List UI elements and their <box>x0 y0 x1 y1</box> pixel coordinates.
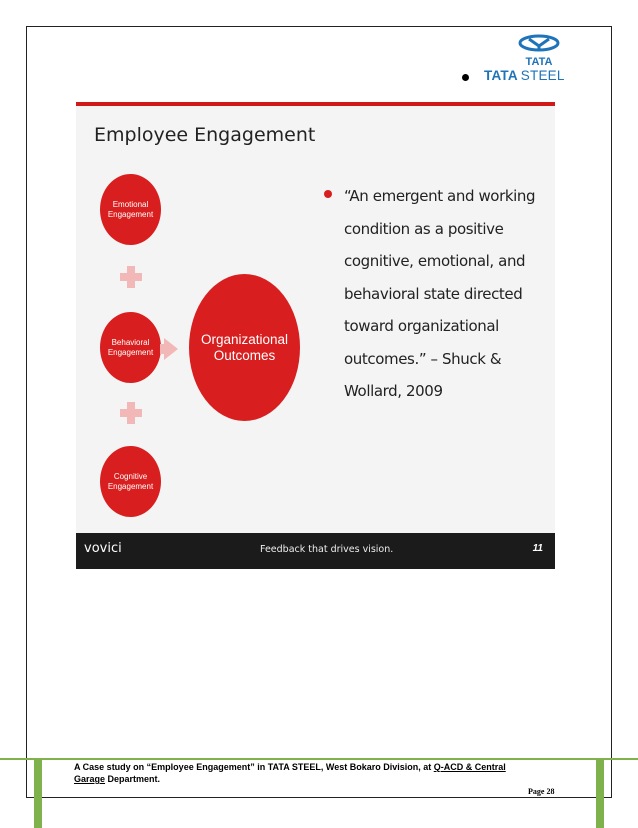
cognitive-engagement-circle <box>100 446 161 517</box>
case-study-prefix: A Case study on “Employee Engagement” in TATA STEEL, West Bokaro Division, at <box>74 762 434 772</box>
footer-right-bar <box>596 758 604 828</box>
logo-tata: TATA <box>484 68 518 83</box>
tata-emblem-icon <box>484 34 592 68</box>
definition-quote: “An emergent and working condition as a positive cognitive, emotional, and behavioral state directed toward organizational outcomes.” – Shuck & Wollard, 2009 <box>344 187 536 400</box>
logo-tata-top: TATA <box>525 56 553 68</box>
behavioral-engagement-label: Behavioral Engagement <box>107 337 154 357</box>
logo-steel: STEEL <box>520 68 565 83</box>
plus-icon <box>120 266 142 288</box>
behavioral-engagement-circle <box>100 312 161 383</box>
case-study-link-2: Garage <box>74 774 106 784</box>
tata-steel-logo <box>484 34 592 84</box>
header-bullet <box>462 74 469 81</box>
case-study-link-1: Q-ACD & Central <box>433 762 506 772</box>
plus-icon <box>120 402 142 424</box>
slide-title: Employee Engagement <box>94 124 316 146</box>
slide-footer-bar <box>76 533 555 569</box>
emotional-engagement-label: Emotional Engagement <box>107 199 154 219</box>
logo-wordmark <box>484 68 565 83</box>
footer-left-bar <box>34 758 42 828</box>
emotional-engagement-circle <box>100 174 161 245</box>
arrow-right-icon <box>164 338 178 360</box>
slide-image <box>76 102 555 569</box>
case-study-suffix: Department. <box>105 774 161 784</box>
slide-number: 11 <box>532 543 543 554</box>
page-number: Page 28 <box>528 787 555 796</box>
vovici-logo: vovici <box>84 541 122 556</box>
organizational-outcomes-label: Organizational Outcomes <box>200 331 289 363</box>
quote-bullet <box>324 190 332 198</box>
footer-rule <box>0 758 638 760</box>
organizational-outcomes-circle <box>189 274 300 421</box>
cognitive-engagement-label: Cognitive Engagement <box>107 471 154 491</box>
case-study-footer <box>74 761 544 785</box>
slide-tagline: Feedback that drives vision. <box>260 544 394 555</box>
